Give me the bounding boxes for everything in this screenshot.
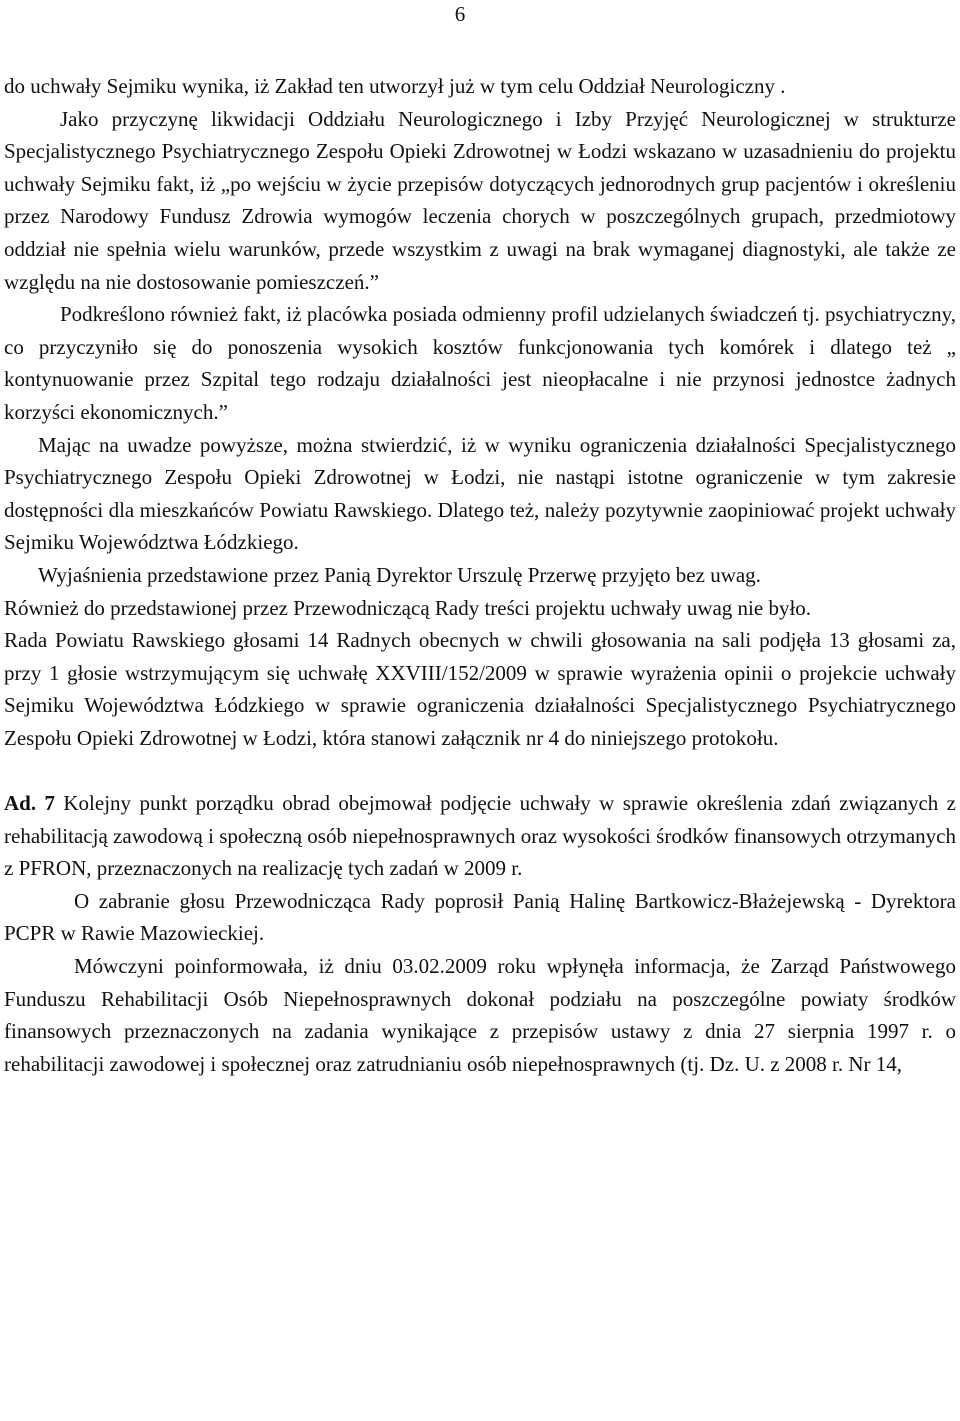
paragraph-resolution: Rada Powiatu Rawskiego głosami 14 Radnych obecnych w chwili głosowania na sali podjęła 13 głosami za, przy 1 głosie wstrzymującym się uchwałę XXVIII/152/2009 w sprawie wyrażenia opinii o projekcie uchwały Sejmiku Województwa Łódzkiego w sprawie ograniczenia działalności Specjalistycznego Psychiatrycznego Zespołu Opieki Zdrowotnej w Łodzi, która stanowi załącznik nr 4 do niniejszego protokołu. bbox=[4, 628, 956, 750]
document-body bbox=[4, 70, 956, 1080]
paragraph-speaker: O zabranie głosu Przewodnicząca Rady poprosił Panią Halinę Bartkowicz-Błażejewską - Dyrektora PCPR w Rawie Mazowieckiej. bbox=[4, 888, 956, 946]
paragraph-information: Mówczyni poinformowała, iż dniu 03.02.2009 roku wpłynęła informacja, że Zarząd Państwowego Funduszu Rehabilitacji Osób Niepełnosprawnych dokonał podziału na poszczególne powiaty środków finansowych przeznaczonych na zadania wynikające z przepisów ustawy z dnia 27 sierpnia 1997 r. o rehabilitacji zawodowej i społecznej oraz zatrudnianiu osób niepełnosprawnych (tj. Dz. U. z 2008 r. Nr 14, bbox=[4, 954, 956, 1076]
paragraph-explanations: Wyjaśnienia przedstawione przez Panią Dyrektor Urszulę Przerwę przyjęto bez uwag. bbox=[38, 562, 761, 587]
paragraph-no-remarks: Również do przedstawionej przez Przewodniczącą Rady treści projektu uchwały uwag nie było. bbox=[4, 595, 812, 620]
agenda-item-7 bbox=[4, 787, 956, 885]
page-number: 6 bbox=[454, 2, 466, 26]
paragraph-liquidation-reason: Jako przyczynę likwidacji Oddziału Neurologicznego i Izby Przyjęć Neurologicznej w strukturze Specjalistycznego Psychiatrycznego Zespołu Opieki Zdrowotnej w Łodzi wskazano w uzasadnieniu do projektu uchwały Sejmiku fakt, iż „po wejściu w życie przepisów dotyczących jednorodnych grup pacjentów i określeniu przez Narodowy Fundusz Zdrowia wymogów leczenia chorych w poszczególnych grupach, przedmiotowy oddział nie spełnia wielu warunków, przede wszystkim z uwagi na brak wymaganej diagnostyki, ale także ze względu na nie dostosowanie pomieszczeń.” bbox=[4, 106, 956, 294]
agenda-item-text: Kolejny punkt porządku obrad obejmował podjęcie uchwały w sprawie określenia zdań związanych z rehabilitacją zawodową i społeczną osób niepełnosprawnych oraz wysokości środków finansowych otrzymanych z PFRON, przeznaczonych na realizację tych zadań w 2009 r. bbox=[4, 791, 956, 881]
paragraph-conclusion: Mając na uwadze powyższe, można stwierdzić, iż w wyniku ograniczenia działalności Specjalistycznego Psychiatrycznego Zespołu Opieki Zdrowotnej w Łodzi, nie nastąpi istotne ograniczenie w tym zakresie dostępności dla mieszkańców Powiatu Rawskiego. Dlatego też, należy pozytywnie zaopiniować projekt uchwały Sejmiku Województwa Łódzkiego. bbox=[4, 432, 956, 555]
paragraph-continuation: do uchwały Sejmiku wynika, iż Zakład ten utworzył już w tym celu Oddział Neurologiczny . bbox=[4, 74, 786, 98]
paragraph-profile: Podkreślono również fakt, iż placówka posiada odmienny profil udzielanych świadczeń tj. psychiatryczny, co przyczyniło się do ponoszenia wysokich kosztów funkcjonowania tych komórek i dlatego też „ kontynuowanie przez Szpital tego rodzaju działalności jest nieopłacalne i nie przynosi jednostce żadnych korzyści ekonomicznych.” bbox=[4, 302, 956, 424]
agenda-item-label: Ad. 7 bbox=[4, 791, 55, 816]
